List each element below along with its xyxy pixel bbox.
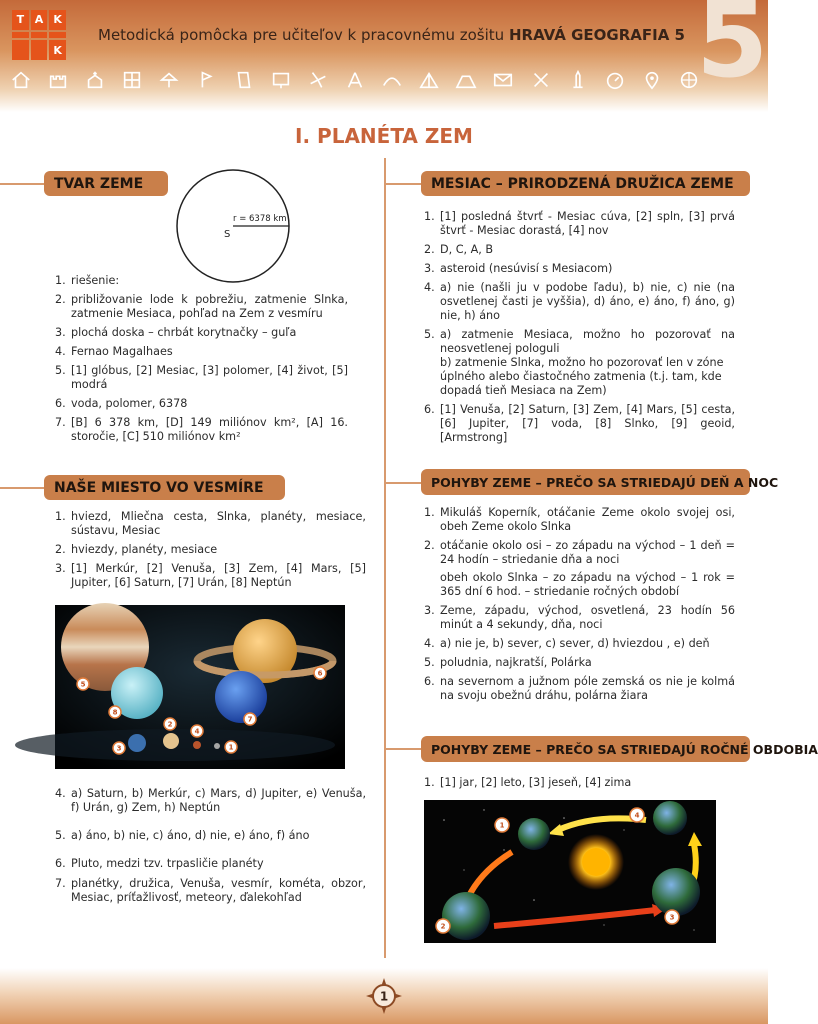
svg-text:4: 4 — [194, 727, 200, 736]
list-item: 4. Fernao Magalhaes — [55, 345, 173, 358]
svg-text:3: 3 — [669, 913, 675, 922]
envelope-icon — [492, 69, 514, 91]
list-item: 1. Mikuláš Koperník, otáčanie Zeme okolo svojej osi, obeh Zeme okolo Slnka — [424, 506, 735, 533]
castle-icon — [47, 69, 69, 91]
section-line — [386, 482, 422, 484]
hill-icon — [455, 69, 477, 91]
flag-icon — [196, 69, 218, 91]
tag-icon — [233, 69, 255, 91]
list-item: 6. na severnom a južnom póle zemská os nie je kolmá na svoju obežnú dráhu, polárna žiara — [424, 675, 735, 702]
planets-image — [55, 605, 345, 769]
section-line — [386, 748, 422, 750]
section-heading-nase-miesto: NAŠE MIESTO VO VESMÍRE — [44, 475, 285, 500]
fan-icon — [678, 69, 700, 91]
tree-icon — [158, 69, 180, 91]
list-item: 3. plochá doska – chrbát korytnačky – guľa — [55, 326, 297, 339]
svg-text:5: 5 — [80, 680, 86, 689]
section-line — [386, 183, 422, 185]
grid-icon — [121, 69, 143, 91]
svg-text:8: 8 — [112, 708, 118, 717]
svg-text:6: 6 — [317, 669, 323, 678]
list-item: 4. a) nie je, b) sever, c) sever, d) hviezdou , e) deň — [424, 637, 710, 650]
header-title: Metodická pomôcka pre učiteľov k pracovnému zošitu HRAVÁ GEOGRAFIA 5 — [98, 26, 685, 44]
list-item: 3. asteroid (nesúvisí s Mesiacom) — [424, 262, 613, 275]
den-a-noc-answers — [424, 506, 735, 708]
earth-shape-diagram — [170, 168, 300, 288]
list-item: 5. poludnia, najkratší, Polárka — [424, 656, 592, 669]
tak-ik-logo: T A K K — [12, 10, 66, 60]
grade-number: 5 — [696, 0, 769, 101]
gauge-icon — [604, 69, 626, 91]
section-line — [0, 183, 46, 185]
rocne-obdobia-answers — [424, 776, 735, 795]
seasons-illustration — [424, 800, 716, 943]
tools-icon — [530, 69, 552, 91]
header-icon-row — [10, 66, 700, 94]
page-number-compass-icon — [366, 978, 402, 1014]
section-heading-mesiac: MESIAC – PRIRODZENÁ DRUŽICA ZEME — [421, 171, 750, 196]
section-line — [0, 487, 46, 489]
list-item: 1. riešenie: — [55, 274, 120, 287]
list-item: 1. [1] jar, [2] leto, [3] jeseň, [4] zima — [424, 776, 632, 789]
tent-icon — [418, 69, 440, 91]
list-item: 2. D, C, A, B — [424, 243, 494, 256]
location-pin-icon — [641, 69, 663, 91]
list-item: 3. Zeme, západu, východ, osvetlená, 23 hodín 56 minút a 4 sekundy, dňa, noci — [424, 604, 735, 631]
list-item: 2. hviezdy, planéty, mesiace — [55, 543, 218, 556]
list-item: 7. [B] 6 378 km, [D] 149 miliónov km², [A] 16. storočie, [C] 510 miliónov km² — [55, 416, 348, 443]
list-item: 7. planétky, družica, Venuša, vesmír, kométa, obzor, Mesiac, príťažlivosť, meteory, ďalekohľad — [55, 877, 366, 904]
radius-label: r = 6378 km — [233, 214, 287, 224]
page-header — [0, 0, 768, 112]
section-heading-den-a-noc: POHYBY ZEME – PREČO SA STRIEDAJÚ DEŇ A NOC — [421, 469, 750, 495]
house-icon — [10, 69, 32, 91]
list-item: 1. hviezd, Mliečna cesta, Slnka, planéty, mesiace, sústavu, Mesiac — [55, 510, 366, 537]
page-number: 1 — [379, 989, 389, 1004]
tvar-zeme-answers — [55, 274, 348, 449]
svg-text:2: 2 — [440, 922, 446, 931]
svg-text:2: 2 — [167, 720, 173, 729]
list-item: 5. [1] glóbus, [2] Mesiac, [3] polomer, [4] život, [5] modrá — [55, 364, 348, 391]
seasons-image — [424, 800, 716, 943]
warning-sign-icon — [270, 69, 292, 91]
windmill-icon — [307, 69, 329, 91]
mesiac-answers — [424, 210, 735, 450]
section-heading-rocne-obdobia: POHYBY ZEME – PREČO SA STRIEDAJÚ ROČNÉ OBDOBIA — [421, 736, 750, 762]
compass-tool-icon — [344, 69, 366, 91]
planets-illustration — [55, 605, 345, 769]
list-item: 6. voda, polomer, 6378 — [55, 397, 188, 410]
svg-text:1: 1 — [499, 821, 505, 830]
center-label: S — [224, 229, 231, 240]
list-item: 2. otáčanie okolo osi – zo západu na východ – 1 deň = 24 hodín – striedanie dňa a noci obeh okolo Slnka – zo západu na východ – 1 rok = 365 dní 6 hod. – striedanie ročných období — [424, 539, 735, 598]
list-item: 1. [1] posledná štvrť - Mesiac cúva, [2] spln, [3] prvá štvrť - Mesiac dorastá, [4] nov — [424, 210, 735, 237]
svg-text:1: 1 — [228, 743, 234, 752]
section-heading-tvar-zeme: TVAR ZEME — [44, 171, 168, 196]
list-item: 5. a) áno, b) nie, c) áno, d) nie, e) áno, f) áno — [55, 829, 310, 842]
column-divider — [384, 158, 386, 958]
nase-miesto-answers — [55, 510, 366, 595]
svg-text:4: 4 — [634, 811, 640, 820]
monument-icon — [567, 69, 589, 91]
list-item: 4. a) Saturn, b) Merkúr, c) Mars, d) Jupiter, e) Venuša, f) Urán, g) Zem, h) Neptún — [55, 787, 366, 814]
workbook-name: HRAVÁ GEOGRAFIA 5 — [508, 26, 685, 44]
list-item: 6. [1] Venuša, [2] Saturn, [3] Zem, [4] Mars, [5] cesta, [6] Jupiter, [7] voda, [8] Slnko, [9] geoid, [Armstrong] — [424, 403, 735, 444]
list-item: 5. a) zatmenie Mesiaca, možno ho pozorovať na neosvetlenej pologuli b) zatmenie Slnka, možno ho pozorovať len v zóne úplného alebo čiastočného zatmenia (t.j. tam, kde dopadá tieň Mesiaca na Zem) — [424, 328, 735, 397]
svg-text:3: 3 — [116, 744, 122, 753]
list-item: 6. Pluto, medzi tzv. trpasličie planéty — [55, 857, 264, 870]
list-item: 3. [1] Merkúr, [2] Venuša, [3] Zem, [4] Mars, [5] Jupiter, [6] Saturn, [7] Urán, [8] Neptún — [55, 562, 366, 589]
page-title: I. PLANÉTA ZEM — [295, 124, 473, 148]
church-icon — [84, 69, 106, 91]
arch-icon — [381, 69, 403, 91]
list-item: 2. približovanie lode k pobrežiu, zatmenie Slnka, zatmenie Mesiaca, pohľad na Zem z vesmíru — [55, 293, 348, 320]
nase-miesto-answers-continued — [55, 787, 366, 910]
list-item: 4. a) nie (našli ju v podobe ľadu), b) nie, c) nie (na osvetlenej časti je vyššia), d) áno, e) áno, f) áno, g) nie, h) áno — [424, 281, 735, 322]
svg-text:7: 7 — [247, 715, 253, 724]
